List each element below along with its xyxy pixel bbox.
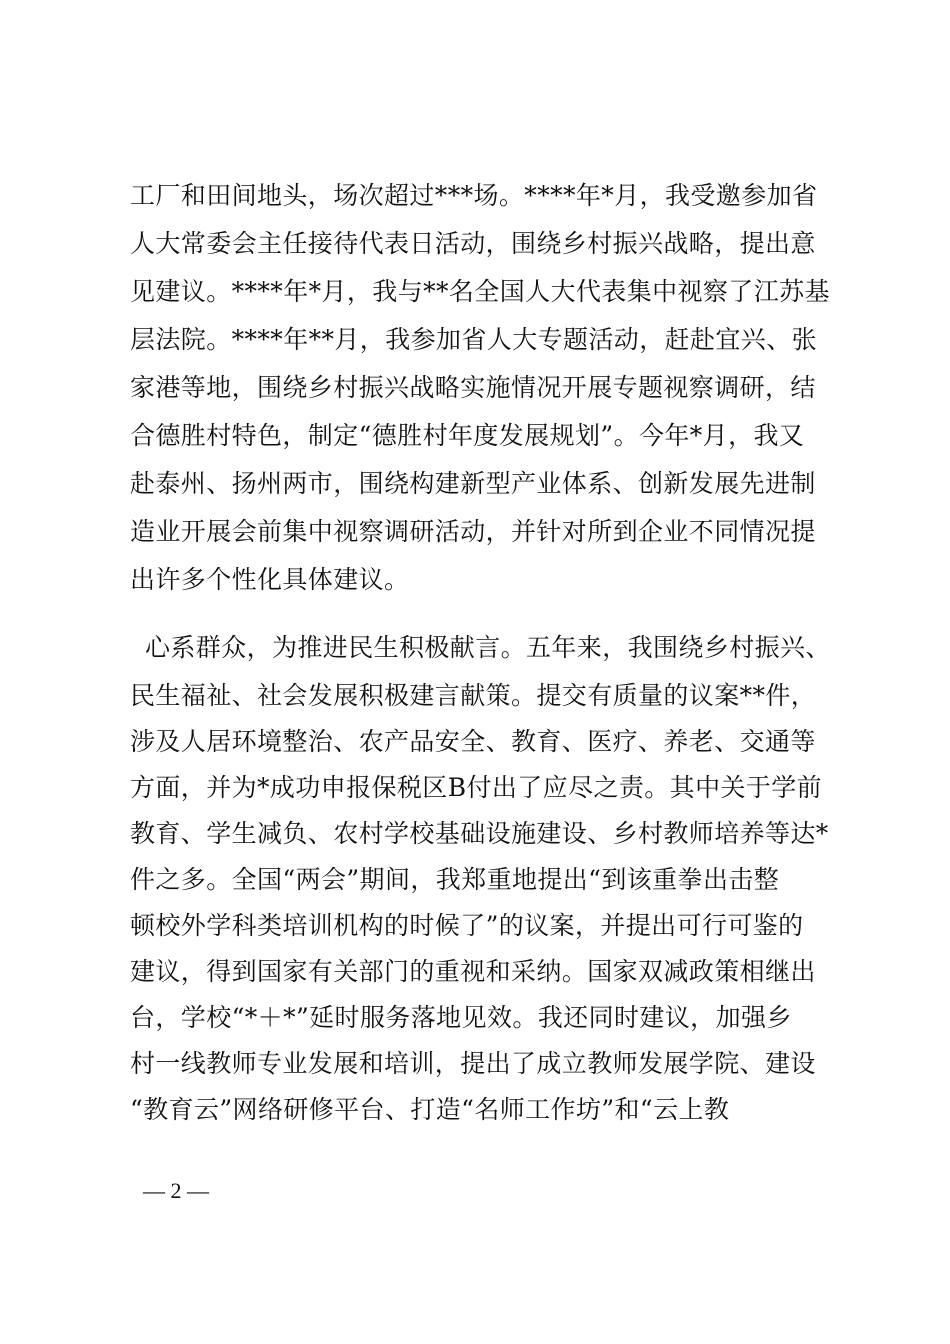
paragraph-line: 方面，并为*成功申报保税区B付出了应尽之责。其中关于学前 [130,773,823,802]
paragraph-line: 工厂和田间地头，场次超过***场。****年*月，我受邀参加省 [130,181,818,210]
paragraph-line: 心系群众，为推进民生积极献言。五年来，我围绕乡村振兴、 [145,633,831,662]
paragraph-line: 合德胜村特色，制定“德胜村年度发展规划”。今年*月，我又 [130,421,805,450]
paragraph-line: 村一线教师专业发展和培训，提出了成立教师发展学院、建设 [130,1049,816,1078]
paragraph-line: 涉及人居环境整治、农产品安全、教育、医疗、养老、交通等 [130,727,816,756]
paragraph-line: 顿校外学科类培训机构的时候了”的议案，并提出可行可鉴的 [130,911,804,940]
paragraph-line: 见建议。****年*月，我与**名全国人大代表集中视察了江苏基 [130,277,830,306]
paragraph-line: 家港等地，围绕乡村振兴战略实施情况开展专题视察调研，结 [130,373,816,402]
paragraph-line: 台，学校“*＋*”延时服务落地见效。我还同时建议，加强乡 [130,1003,792,1032]
paragraph-line: “教育云”网络研修平台、打造“名师工作坊”和“云上教 [130,1095,730,1124]
paragraph-line: 造业开展会前集中视察调研活动，并针对所到企业不同情况提 [130,517,816,546]
paragraph-line: 件之多。全国“两会”期间，我郑重地提出“到该重拳出击整 [130,865,780,894]
paragraph-line: 赴泰州、扬州两市，围绕构建新型产业体系、创新发展先进制 [130,469,816,498]
paragraph-line: 民生福祉、社会发展积极建言献策。提交有质量的议案**件， [130,681,817,710]
paragraph-line: 出许多个性化具体建议。 [130,565,410,594]
paragraph-line: 教育、学生减负、农村学校基础设施建设、乡村教师培养等达* [130,819,829,848]
paragraph-line: 建议，得到国家有关部门的重视和采纳。国家双减政策相继出 [130,957,816,986]
paragraph-line: 人大常委会主任接待代表日活动，围绕乡村振兴战略，提出意 [130,229,816,258]
paragraph-line: 层法院。****年**月，我参加省人大专题活动，赶赴宜兴、张 [130,325,818,354]
page-number: — 2 — [143,1178,209,1203]
